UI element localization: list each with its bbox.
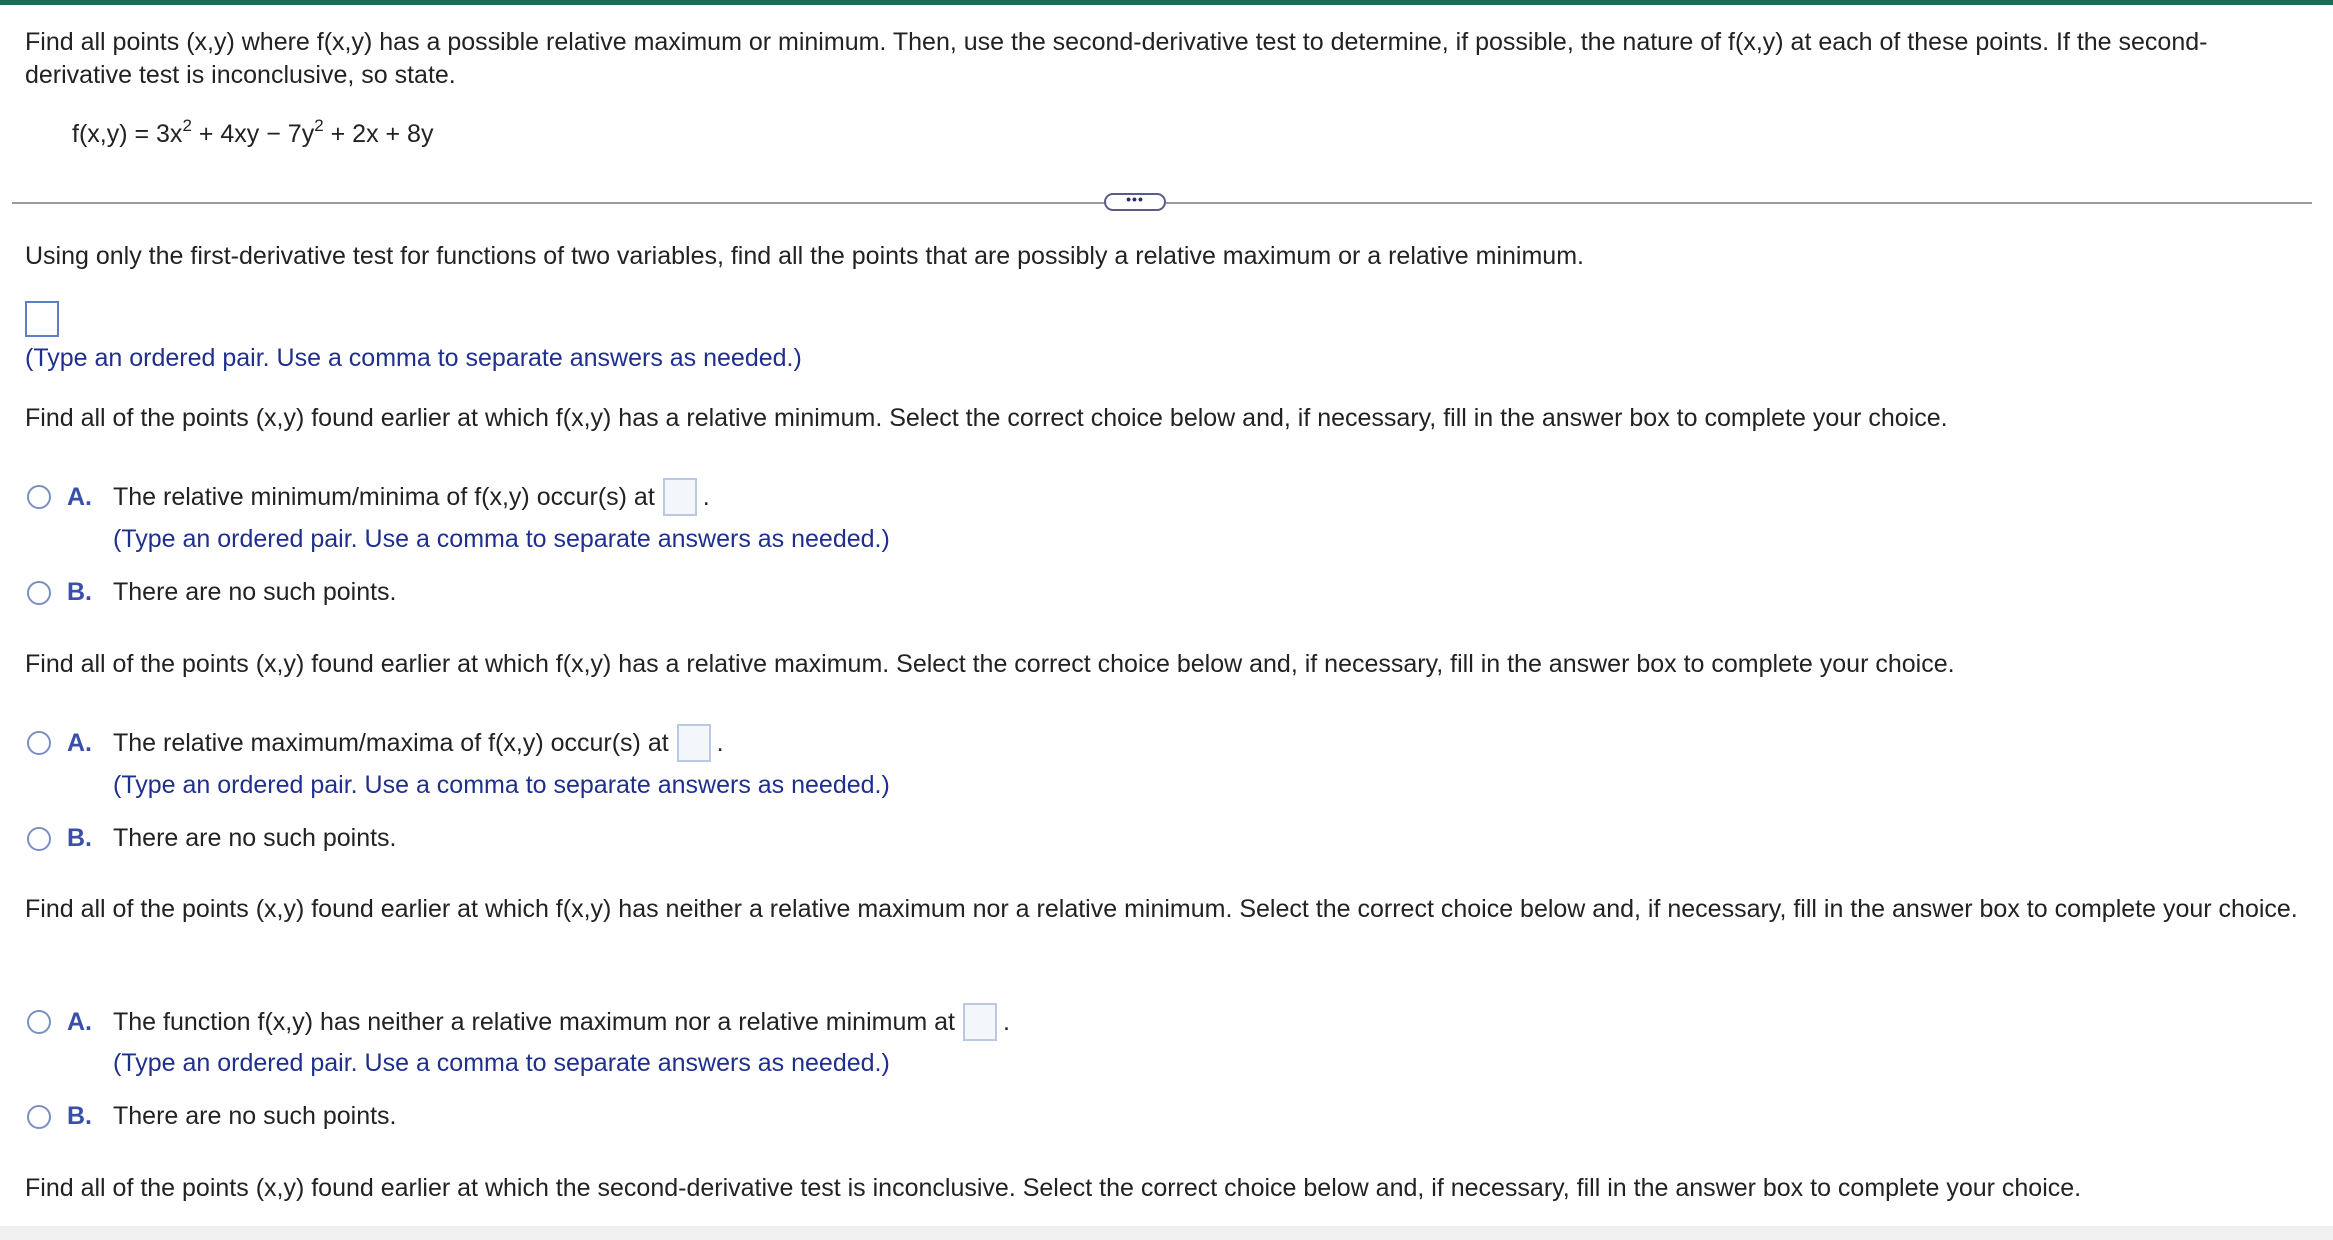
part4-answer-input[interactable] bbox=[963, 1003, 997, 1041]
part3-choice-b[interactable] bbox=[27, 824, 397, 853]
radio-button[interactable] bbox=[27, 1105, 51, 1129]
part2-answer-input[interactable] bbox=[663, 478, 697, 516]
question-prompt: Find all points (x,y) where f(x,y) has a possible relative maximum or minimum. Then, use the second-derivative test to determine, if possible, the nature of f(x,y) at each of these points. If the second-derivative test is inconclusive, so state. bbox=[25, 28, 2208, 89]
bottom-scroll-area bbox=[0, 1226, 2333, 1240]
period: . bbox=[1002, 1007, 1010, 1036]
choice-a-text: The function f(x,y) has neither a relative maximum nor a relative minimum at bbox=[113, 1007, 955, 1036]
part2-choice-a[interactable] bbox=[27, 478, 710, 516]
formula-exponent-1: 2 bbox=[182, 116, 192, 135]
formula-mid: + 4xy − 7y bbox=[191, 120, 315, 148]
choice-letter: A. bbox=[67, 1007, 92, 1036]
choice-letter: B. bbox=[67, 578, 92, 606]
part1-statement: Using only the first-derivative test for functions of two variables, find all the points that are possibly a relative maximum or a relative minimum. bbox=[25, 242, 1584, 270]
choice-b-text: There are no such points. bbox=[113, 578, 397, 606]
radio-button[interactable] bbox=[27, 485, 51, 509]
part4-choice-b[interactable] bbox=[27, 1102, 397, 1131]
choice-a-text: The relative maximum/maxima of f(x,y) occur(s) at bbox=[113, 728, 669, 757]
ellipsis-icon: ••• bbox=[1126, 191, 1144, 207]
formula-rest: + 2x + 8y bbox=[323, 120, 434, 148]
formula-exponent-2: 2 bbox=[314, 116, 324, 135]
period: . bbox=[716, 728, 724, 757]
part1-hint: (Type an ordered pair. Use a comma to separate answers as needed.) bbox=[25, 344, 802, 372]
radio-button[interactable] bbox=[27, 581, 51, 605]
part4-choice-a-hint: (Type an ordered pair. Use a comma to separate answers as needed.) bbox=[113, 1049, 890, 1077]
choice-letter: A. bbox=[67, 482, 92, 511]
formula-lhs: f(x,y) = 3x bbox=[72, 120, 183, 148]
part3-statement: Find all of the points (x,y) found earlier at which f(x,y) has a relative maximum. Select the correct choice below and, if necessary, fill in the answer box to complete your choice. bbox=[25, 650, 1955, 678]
radio-button[interactable] bbox=[27, 731, 51, 755]
choice-letter: A. bbox=[67, 728, 92, 757]
part3-choice-a[interactable] bbox=[27, 724, 724, 762]
radio-button[interactable] bbox=[27, 1010, 51, 1034]
part2-choice-a-hint: (Type an ordered pair. Use a comma to separate answers as needed.) bbox=[113, 525, 890, 553]
part3-choice-a-hint: (Type an ordered pair. Use a comma to separate answers as needed.) bbox=[113, 771, 890, 799]
function-formula bbox=[72, 116, 434, 149]
top-accent-bar bbox=[0, 0, 2333, 5]
part4-choice-a[interactable] bbox=[27, 1003, 1010, 1041]
period: . bbox=[702, 482, 710, 511]
part3-answer-input[interactable] bbox=[677, 724, 711, 762]
choice-a-text: The relative minimum/minima of f(x,y) occur(s) at bbox=[113, 482, 655, 511]
part4-statement: Find all of the points (x,y) found earlier at which f(x,y) has neither a relative maximum nor a relative minimum. Select the correct choice below and, if necessary, fill in the answer box to complete your choice. bbox=[25, 895, 2298, 923]
part5-statement: Find all of the points (x,y) found earlier at which the second-derivative test is inconclusive. Select the correct choice below and, if necessary, fill in the answer box to complete your choice. bbox=[25, 1174, 2082, 1202]
part2-choice-b[interactable] bbox=[27, 578, 397, 607]
part2-statement: Find all of the points (x,y) found earlier at which f(x,y) has a relative minimum. Select the correct choice below and, if necessary, fill in the answer box to complete your choice. bbox=[25, 404, 1948, 432]
choice-b-text: There are no such points. bbox=[113, 824, 397, 852]
choice-letter: B. bbox=[67, 1102, 92, 1130]
choice-b-text: There are no such points. bbox=[113, 1102, 397, 1130]
choice-letter: B. bbox=[67, 824, 92, 852]
radio-button[interactable] bbox=[27, 827, 51, 851]
expand-more-button[interactable] bbox=[1104, 193, 1166, 211]
part1-answer-input[interactable] bbox=[25, 301, 59, 337]
